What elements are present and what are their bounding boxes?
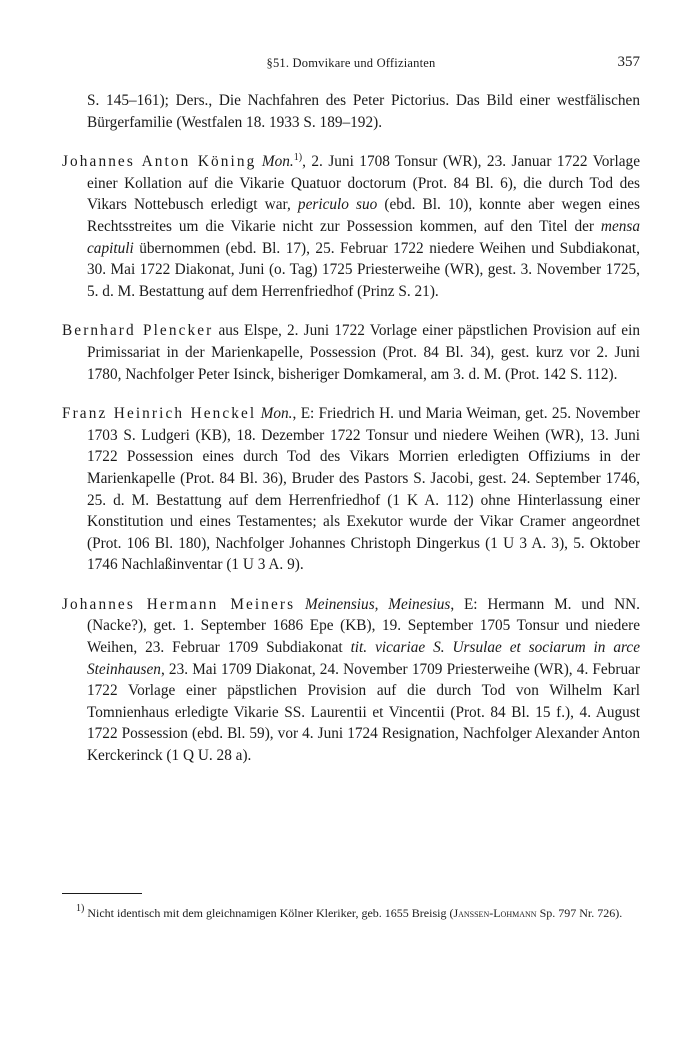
entry-text: , 2. Juni 1708 Tonsur (WR), 23. Januar 1722 Vorlage einer Kollation auf die Vikarie Quatuor doctorum (Prot. 84 Bl. 6), die durch Tod des Vikars Nottebusch erledigt war,: [87, 153, 640, 214]
entry-continuation-text: S. 145–161); Ders., Die Nachfahren des Peter Pictorius. Das Bild einer westfälischen Bürgerfamilie (Westfalen 18. 1933 S. 189–192).: [87, 92, 640, 131]
entry-continuation: [62, 90, 640, 133]
footnote: [62, 905, 640, 921]
page-body: [62, 90, 640, 767]
entry-koening: [62, 151, 640, 302]
entry-italic-term: tit. vicariae S. Ursulae et sociarum in arce Steinhausen: [87, 639, 640, 678]
entry-text: , 23. Mai 1709 Diakonat, 24. November 1709 Priesterweihe (WR), 4. Februar 1722 Vorlage einer päpstlichen Provision auf die durch Tod von Wilhelm Karl Tomnienhaus erledigte Vikarie SS. Laurentii et Vincentii (Prot. 84 Bl. 15 f.), 4. August 1722 Possession (ebd. Bl. 59), vor 4. Juni 1724 Resignation, Nachfolger Alexander Anton Kerckerinck (1 Q U. 28 a).: [87, 660, 640, 765]
footnote-author: Janssen-Lohmann: [453, 906, 537, 920]
footnote-text: Sp. 797 Nr. 726).: [536, 906, 623, 920]
entry-name: Bernhard Plencker: [62, 322, 214, 340]
entry-italic-term: periculo suo: [297, 196, 378, 214]
footnote-divider: [62, 893, 142, 894]
entry-name: Franz Heinrich Henckel: [62, 405, 257, 423]
entry-alias: Mon.: [260, 405, 293, 423]
footnote-marker: 1): [76, 903, 85, 914]
footnote-text: Nicht identisch mit dem gleichnamigen Kölner Kleriker, geb. 1655 Breisig (: [84, 906, 454, 920]
entry-alias: Meinensius, Meinesius: [304, 595, 451, 613]
running-header: [62, 54, 640, 74]
entry-text: (ebd. Bl. 10), konnte aber wegen eines Rechtsstreites um die Vikarie nicht zur Possession kommen, auf den Titel der: [87, 196, 640, 235]
entry-text: , E: Friedrich H. und Maria Weiman, get. 25. November 1703 S. Ludgeri (KB), 18. Dezember 1722 Tonsur und niedere Weihen (WR), 13. Juni 1722 Possession eines durch Tod des Vikars Morrien erledigten Offiziums in der Marienkapelle (Prot. 84 Bl. 36), Bruder des Pastors S. Jacobi, gest. 24. September 1746, 25. d. M. Bestattung auf dem Herrenfriedhof (1 K A. 112) ohne Hinterlassung einer Konstitution und eines Testamentes; als Exekutor wurde der Vikar Cramer angeordnet (Prot. 106 Bl. 180), Nachfolger Johannes Christoph Dingerkus (1 U 3 A. 3), 5. Oktober 1746 Nachlaßinventar (1 U 3 A. 9).: [87, 405, 640, 574]
entry-text: aus Elspe, 2. Juni 1722 Vorlage einer päpstlichen Provision auf ein Primissariat in der Marienkapelle, Possession (Prot. 84 Bl. 34), gest. kurz vor 2. Juni 1780, Nachfolger Peter Isinck, bisheriger Domkameral, am 3. d. M. (Prot. 142 S. 112).: [87, 322, 640, 383]
entry-name: Johannes Anton Köning: [62, 153, 257, 171]
entry-meiners: [62, 594, 640, 767]
entry-name: Johannes Hermann Meiners: [62, 595, 296, 613]
page-number: 357: [617, 54, 640, 70]
entry-text: , E: Hermann M. und NN. (Nacke?), get. 1. September 1686 Epe (KB), 19. September 1705 Tonsur und niedere Weihen, 23. Februar 1709 Subdiakonat: [87, 595, 640, 657]
footnote-reference[interactable]: 1): [293, 152, 303, 164]
entry-plencker: [62, 320, 640, 385]
entry-text: übernommen (ebd. Bl. 17), 25. Februar 1722 niedere Weihen und Subdiakonat, 30. Mai 1722 Diakonat, Juni (o. Tag) 1725 Priesterweihe (WR), gest. 3. November 1725, 5. d. M. Bestattung auf dem Herrenfriedhof (Prinz S. 21).: [87, 239, 640, 300]
running-title: §51. Domvikare und Offizianten: [266, 56, 436, 70]
entry-alias: Mon.: [261, 153, 294, 171]
entry-henckel: [62, 403, 640, 576]
entry-italic-term: mensa capituli: [87, 217, 640, 257]
